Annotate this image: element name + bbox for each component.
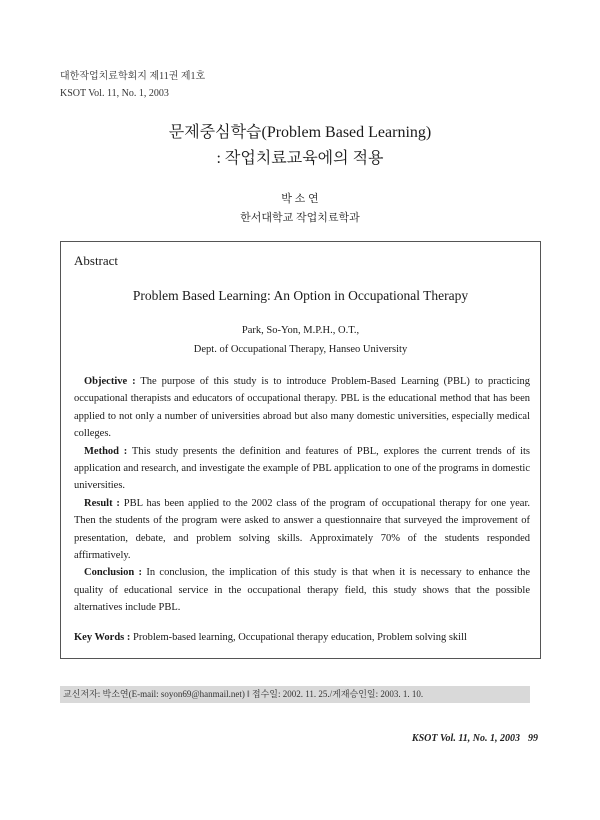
conclusion-paragraph [74,564,530,616]
conclusion-text: In conclusion, the implication of this study is that when it is necessary to enhance the quality of educational service in the occupational therapy field, this study shows that the possible alternatives include PBL. [74,567,530,614]
objective-text: The purpose of this study is to introduce Problem-Based Learning (PBL) to practicing occupational therapists and educators of occupational therapy. PBL is the educational method that has been applied to not only a number of universities abroad but also many domestic universities, especially medical colleges. [74,376,530,440]
method-paragraph [74,443,530,495]
result-text: PBL has been applied to the 2002 class of the program of occupational therapy for one year. Then the students of the program were asked to answer a questionnaire that surveyed the improvement of presentation, debate, and problem solving skills. Approximately 70% of the students responded affirmatively. [74,497,530,562]
objective-paragraph [74,373,530,443]
journal-name-korean: 대한작업치료학회지 제11권 제1호 [60,71,206,82]
abstract-author: Park, So-Yon, M.P.H., O.T., [241,325,360,336]
abstract-body [74,373,530,617]
title-block [0,120,600,172]
result-paragraph [74,495,530,565]
abstract-affiliation: Dept. of Occupational Therapy, Hanseo University [193,344,408,355]
author-affiliation: 한서대학교 작업치료학과 [240,212,360,224]
objective-label: Objective : [84,376,136,387]
abstract-box [60,241,541,659]
paper-title: 문제중심학습(Problem Based Learning) [168,124,432,141]
abstract-title: Problem Based Learning: An Option in Occupational Therapy [132,288,469,303]
page-footer [412,733,538,744]
method-label: Method : [84,445,128,457]
author-block [0,190,600,228]
correspondence-footnote: 교신저자: 박소연(E-mail: soyon69@hanmail.net) ‖ 접수일: 2002. 11. 25./게재승인일: 2003. 1. 10. [60,686,530,703]
conclusion-label: Conclusion : [84,567,143,579]
abstract-heading: Abstract [74,253,119,268]
page-number: 99 [528,733,538,744]
journal-citation: KSOT Vol. 11, No. 1, 2003 [60,88,169,99]
abstract-authors [61,321,540,359]
method-text: This study presents the definition and features of PBL, explores the current trends of its application and research, and investigate the example of PBL application to one of the programs in domestic universities. [74,445,531,492]
result-label: Result : [84,497,120,509]
keywords-text: Problem-based learning, Occupational therapy education, Problem solving skill [130,632,467,643]
keywords-label: Key Words : [74,632,131,643]
keywords [74,632,530,643]
footer-citation: KSOT Vol. 11, No. 1, 2003 [411,733,520,744]
journal-header [60,68,205,102]
paper-subtitle: : 작업치료교육에의 적용 [216,150,384,167]
author-name: 박 소 연 [281,193,319,205]
